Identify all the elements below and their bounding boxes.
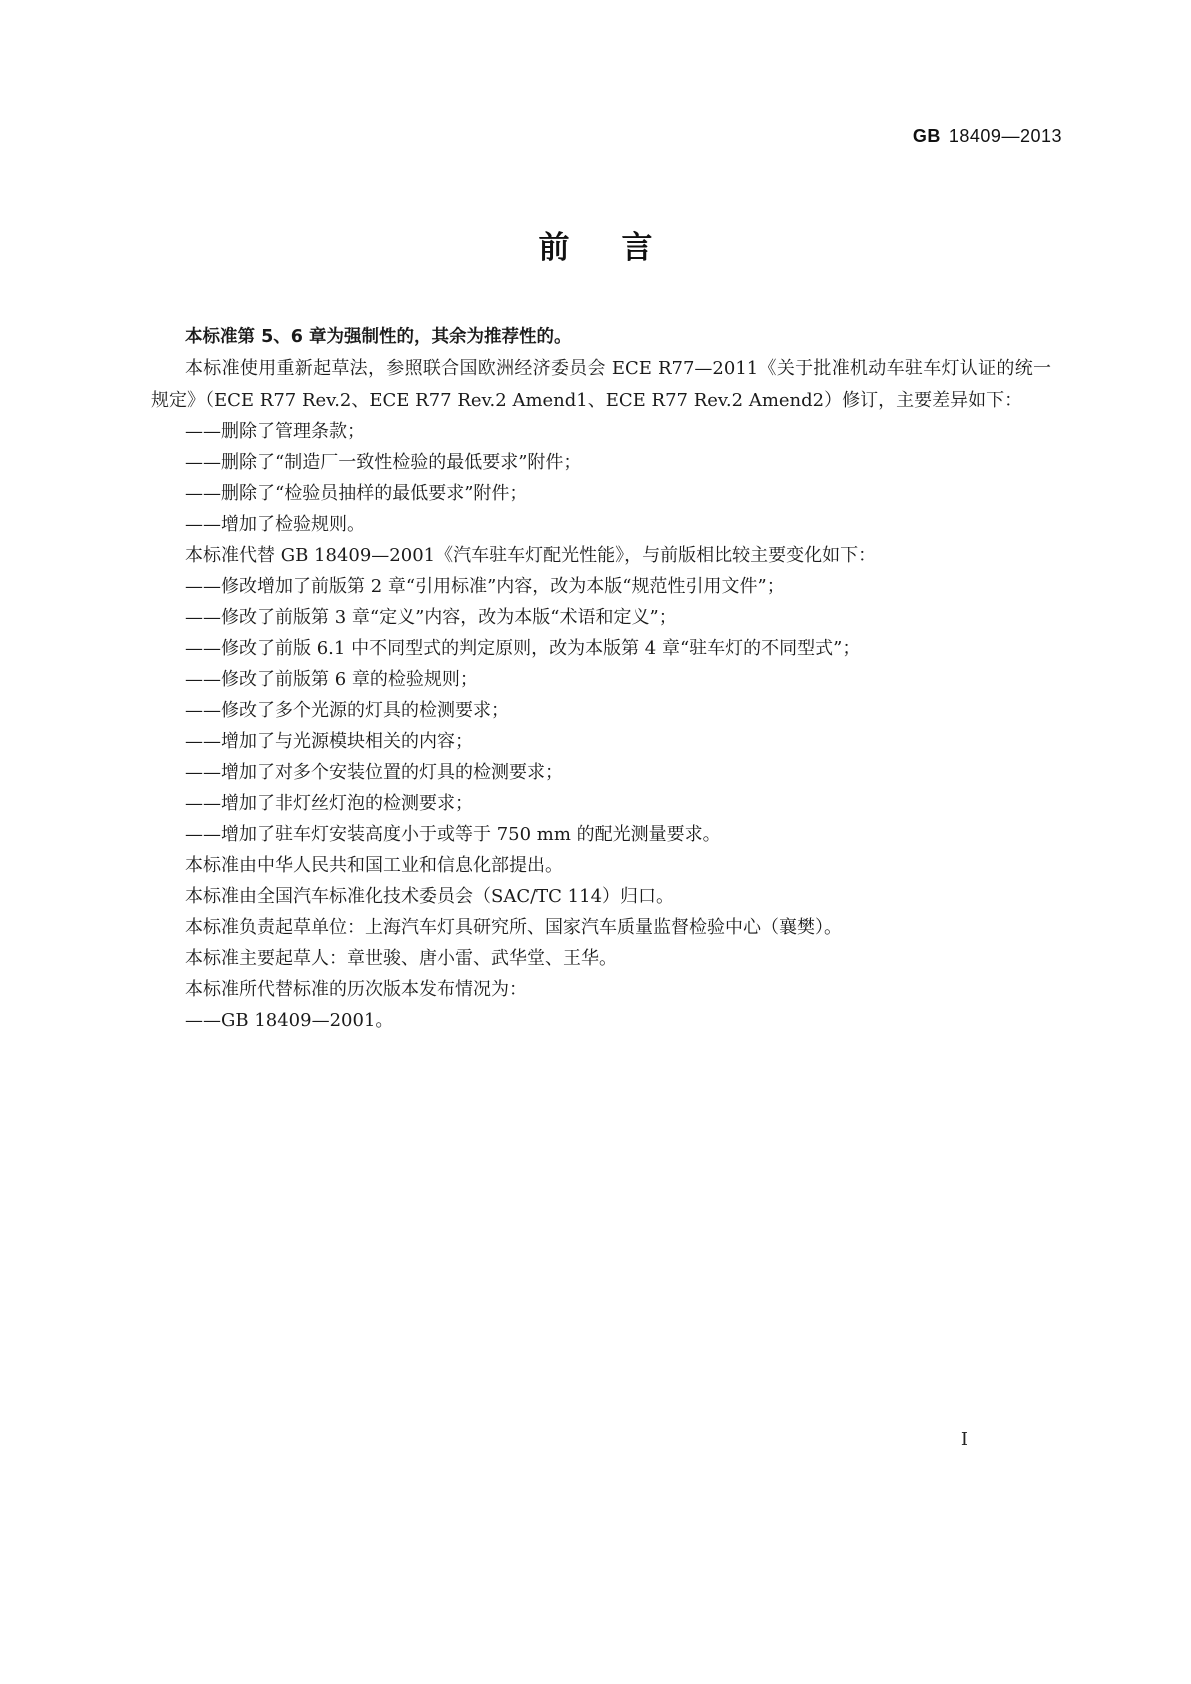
proposer-paragraph: 本标准由中华人民共和国工业和信息化部提出。: [185, 855, 563, 876]
committee-paragraph: 本标准由全国汽车标准化技术委员会（SAC/TC 114）归口。: [185, 886, 675, 907]
page-title: 前言: [538, 230, 705, 266]
list-item: ——增加了检验规则。: [185, 514, 365, 535]
drafting-units-paragraph: 本标准负责起草单位：上海汽车灯具研究所、国家汽车质量监督检验中心（襄樊）。: [185, 917, 842, 938]
list-item: ——删除了管理条款；: [185, 421, 365, 442]
list-item: ——修改增加了前版第 2 章“引用标准”内容，改为本版“规范性引用文件”；: [185, 576, 785, 597]
list-item: ——增加了驻车灯安装高度小于或等于 750 mm 的配光测量要求。: [185, 824, 721, 845]
drafting-method-paragraph: 本标准使用重新起草法，参照联合国欧洲经济委员会 ECE R77—2011《关于批准机动车驻车灯认证的统一规定》（ECE R77 Rev.2、ECE R77 Rev.2 Amend1、ECE R77 Rev.2 Amend2）修订，主要差异如下：: [151, 358, 1051, 411]
list-item: ——修改了多个光源的灯具的检测要求；: [185, 700, 509, 721]
history-paragraph: 本标准所代替标准的历次版本发布情况为：: [185, 979, 527, 1000]
list-item: ——修改了前版第 6 章的检验规则；: [185, 669, 478, 690]
list-item: ——增加了与光源模块相关的内容；: [185, 731, 473, 752]
mandatory-statement: 本标准第 5、6 章为强制性的，其余为推荐性的。: [185, 327, 572, 347]
drafters-paragraph: 本标准主要起草人：章世骏、唐小雷、武华堂、王华。: [185, 948, 617, 969]
list-item: ——增加了非灯丝灯泡的检测要求；: [185, 793, 473, 814]
list-item: ——删除了“检验员抽样的最低要求”附件；: [185, 483, 528, 504]
standard-number: 18409—2013: [948, 126, 1062, 146]
foreword-body: [151, 322, 1051, 1036]
page-number: I: [960, 1429, 968, 1450]
list-item: ——删除了“制造厂一致性检验的最低要求”附件；: [185, 452, 582, 473]
list-item: ——增加了对多个安装位置的灯具的检测要求；: [185, 762, 563, 783]
list-item: ——GB 18409—2001。: [185, 1010, 394, 1031]
list-item: ——修改了前版第 3 章“定义”内容，改为本版“术语和定义”；: [185, 607, 677, 628]
replacement-paragraph: 本标准代替 GB 18409—2001《汽车驻车灯配光性能》，与前版相比较主要变化如下：: [185, 545, 877, 566]
standard-code: [913, 126, 1062, 147]
list-item: ——修改了前版 6.1 中不同型式的判定原则，改为本版第 4 章“驻车灯的不同型式”；: [185, 638, 861, 659]
standard-prefix: GB: [912, 126, 941, 146]
